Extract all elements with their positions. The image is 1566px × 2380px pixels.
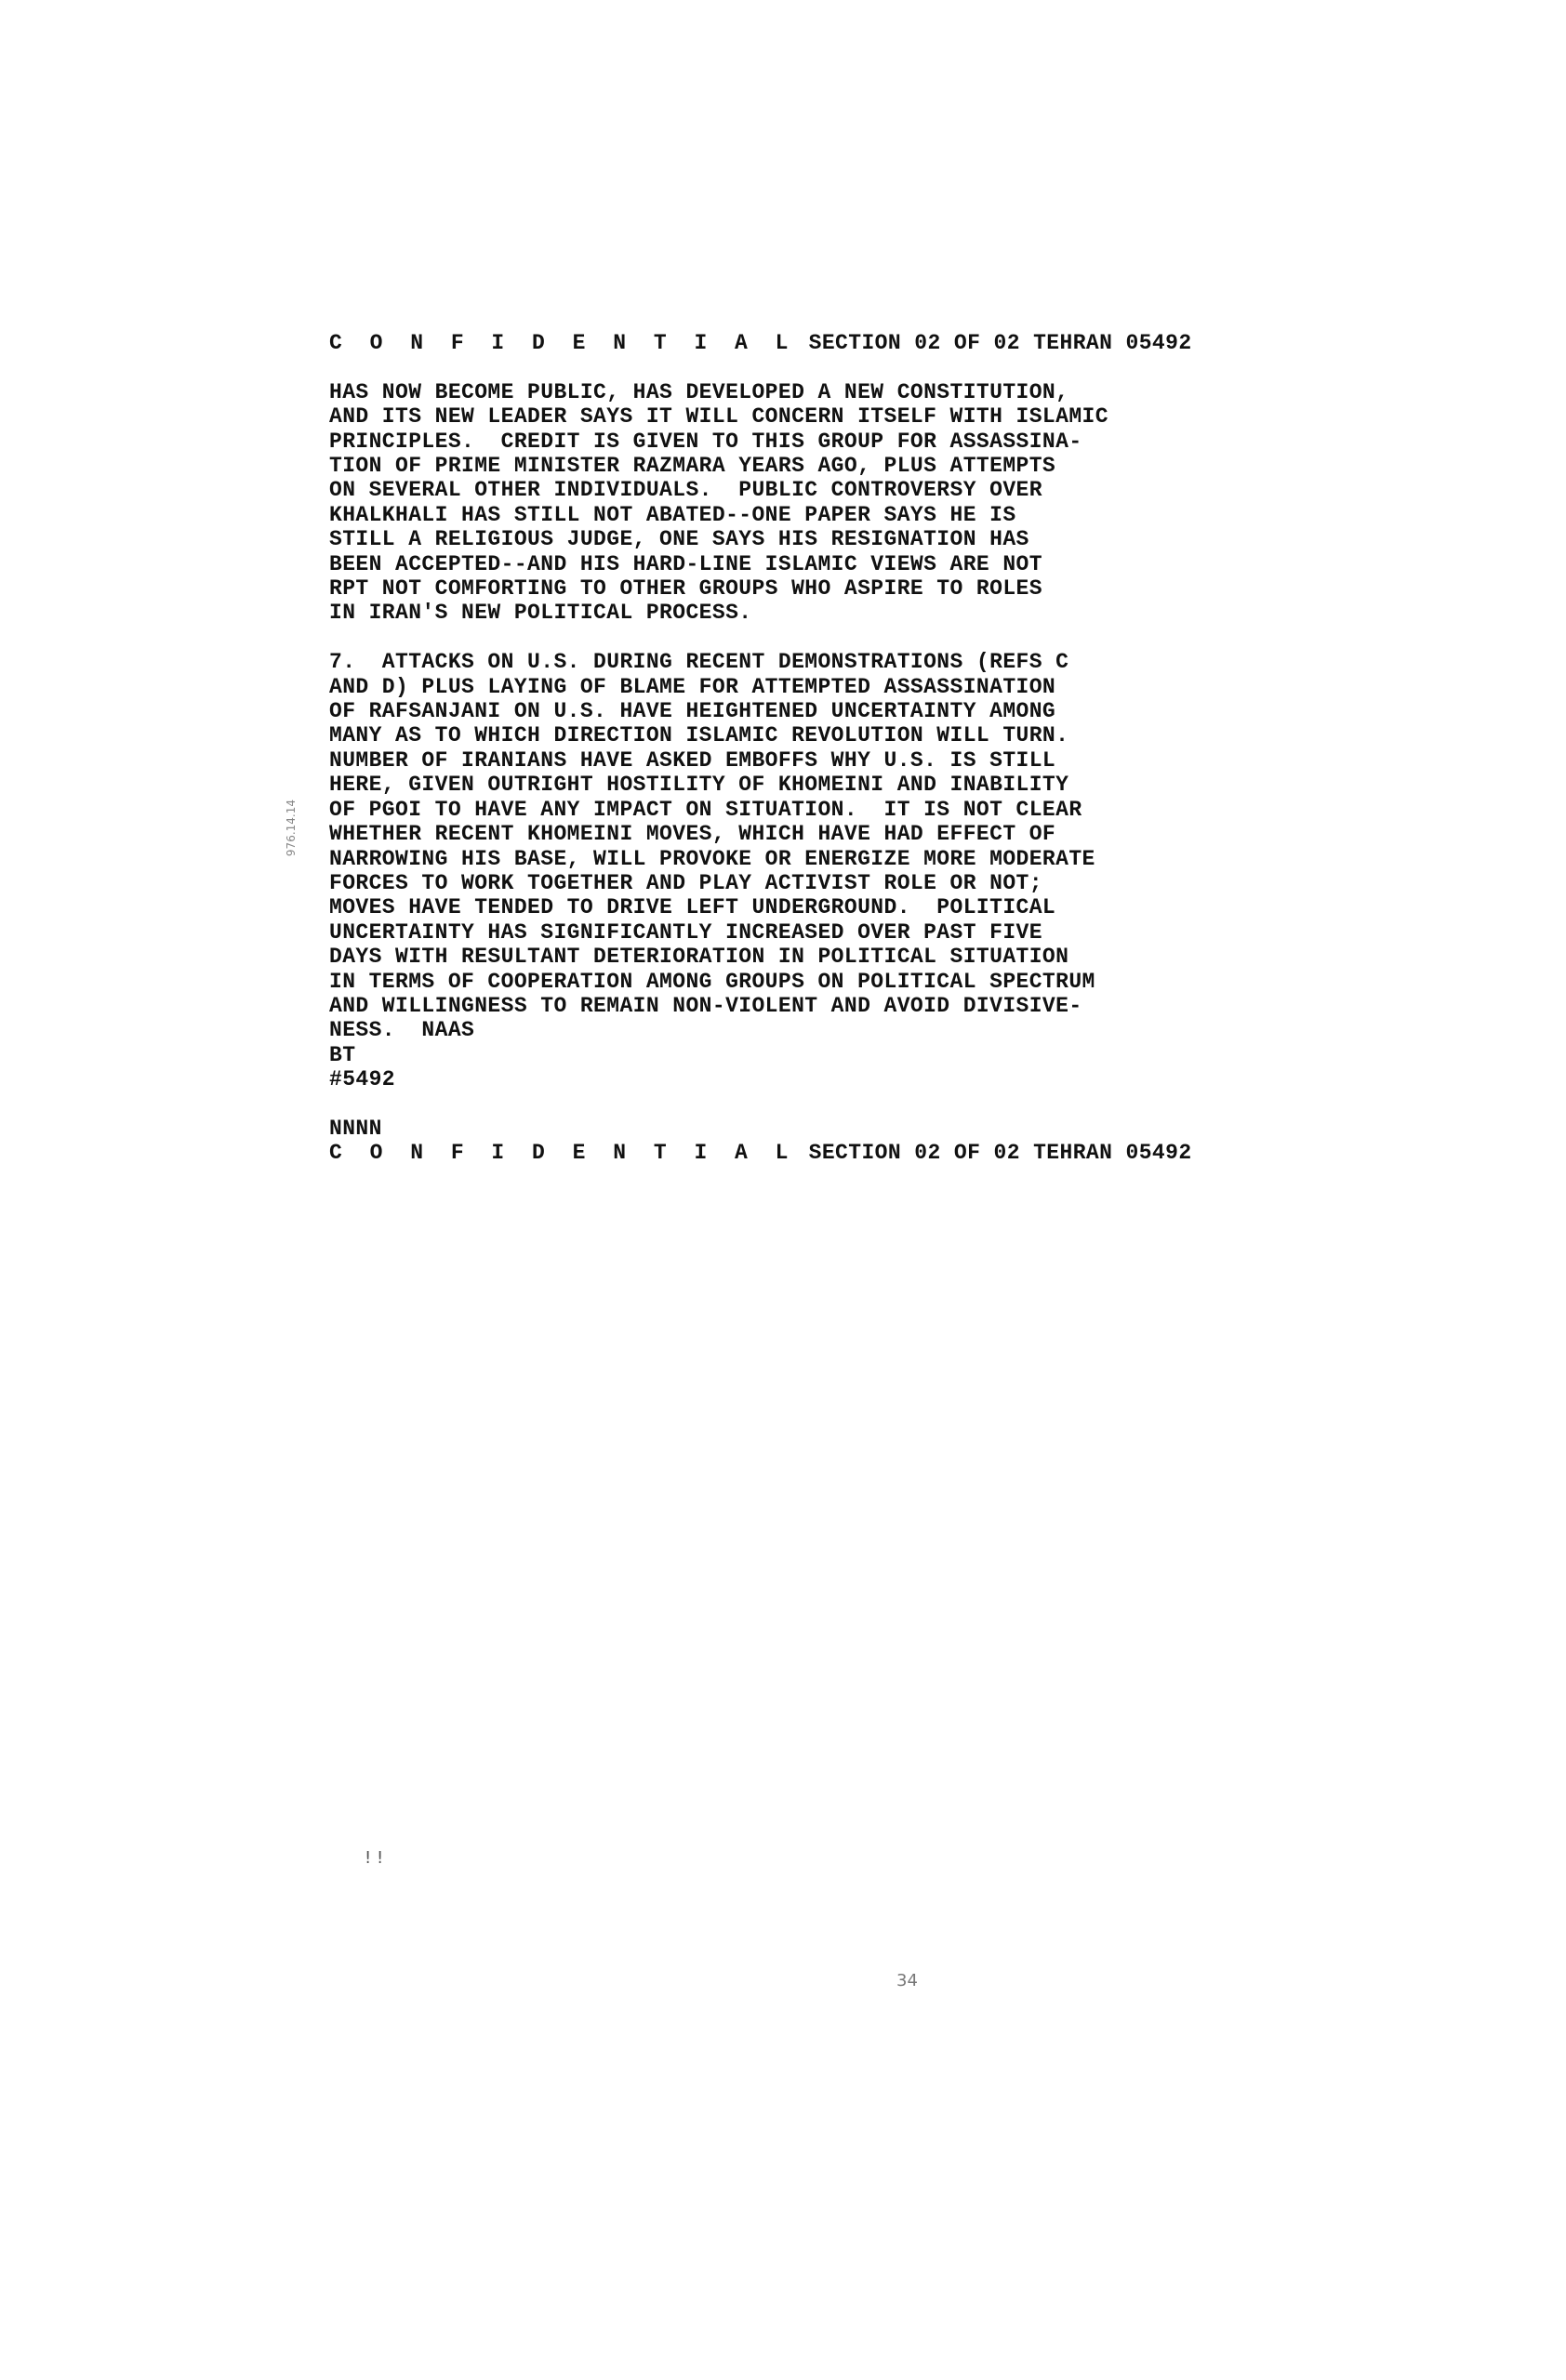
message-number: #5492 [329, 1067, 396, 1092]
text-line: WHETHER RECENT KHOMEINI MOVES, WHICH HAVE HAD EFFECT OF [329, 822, 1056, 847]
header-line [329, 331, 1268, 355]
text-line: IN IRAN'S NEW POLITICAL PROCESS. [329, 601, 752, 626]
margin-note: 976.14.14 [285, 800, 298, 857]
header-section-ref: SECTION 02 OF 02 TEHRAN 05492 [808, 331, 1192, 355]
cable-body [329, 331, 1268, 1166]
spacer [329, 626, 1268, 650]
text-line: AND D) PLUS LAYING OF BLAME FOR ATTEMPTED ASSASSINATION [329, 674, 1056, 699]
footer-line [329, 1141, 1268, 1165]
bt-marker: BT [329, 1042, 356, 1067]
text-line: NESS. NAAS [329, 1018, 475, 1043]
footer-classification: C O N F I D E N T I A L [329, 1141, 796, 1166]
text-line: HERE, GIVEN OUTRIGHT HOSTILITY OF KHOMEINI AND INABILITY [329, 773, 1069, 798]
page-number: 34 [896, 1971, 918, 1990]
text-line: MANY AS TO WHICH DIRECTION ISLAMIC REVOLUTION WILL TURN. [329, 723, 1069, 748]
text-line: PRINCIPLES. CREDIT IS GIVEN TO THIS GROUP FOR ASSASSINA- [329, 429, 1082, 454]
end-marker: NNNN [329, 1116, 382, 1141]
text-line: OF RAFSANJANI ON U.S. HAVE HEIGHTENED UNCERTAINTY AMONG [329, 699, 1056, 724]
text-line: 7. ATTACKS ON U.S. DURING RECENT DEMONSTRATIONS (REFS C [329, 650, 1069, 675]
text-line: OF PGOI TO HAVE ANY IMPACT ON SITUATION. IT IS NOT CLEAR [329, 797, 1082, 822]
text-line: AND ITS NEW LEADER SAYS IT WILL CONCERN ITSELF WITH ISLAMIC [329, 404, 1108, 430]
text-line: KHALKHALI HAS STILL NOT ABATED--ONE PAPER SAYS HE IS [329, 502, 1016, 527]
spacer [329, 355, 1268, 379]
text-line: UNCERTAINTY HAS SIGNIFICANTLY INCREASED OVER PAST FIVE [329, 919, 1042, 945]
spacer [329, 1092, 1268, 1117]
text-line: ON SEVERAL OTHER INDIVIDUALS. PUBLIC CONTROVERSY OVER [329, 478, 1042, 503]
text-line: NARROWING HIS BASE, WILL PROVOKE OR ENERGIZE MORE MODERATE [329, 846, 1095, 871]
text-line: AND WILLINGNESS TO REMAIN NON-VIOLENT AND AVOID DIVISIVE- [329, 993, 1082, 1018]
paragraph-continued [329, 380, 1268, 626]
text-line: FORCES TO WORK TOGETHER AND PLAY ACTIVIST ROLE OR NOT; [329, 870, 1042, 895]
text-line: IN TERMS OF COOPERATION AMONG GROUPS ON POLITICAL SPECTRUM [329, 969, 1095, 994]
text-line: NUMBER OF IRANIANS HAVE ASKED EMBOFFS WHY U.S. IS STILL [329, 747, 1056, 773]
text-line: BEEN ACCEPTED--AND HIS HARD-LINE ISLAMIC VIEWS ARE NOT [329, 551, 1042, 576]
text-line: HAS NOW BECOME PUBLIC, HAS DEVELOPED A NEW CONSTITUTION, [329, 379, 1069, 404]
handwritten-marks: ! ! [365, 1848, 384, 1868]
text-line: DAYS WITH RESULTANT DETERIORATION IN POLITICAL SITUATION [329, 945, 1069, 970]
text-line: RPT NOT COMFORTING TO OTHER GROUPS WHO ASPIRE TO ROLES [329, 576, 1042, 602]
footer-section-ref: SECTION 02 OF 02 TEHRAN 05492 [808, 1141, 1192, 1166]
text-line: MOVES HAVE TENDED TO DRIVE LEFT UNDERGROUND. POLITICAL [329, 895, 1056, 920]
paragraph-7 [329, 650, 1268, 1043]
text-line: TION OF PRIME MINISTER RAZMARA YEARS AGO, PLUS ATTEMPTS [329, 454, 1056, 479]
text-line: STILL A RELIGIOUS JUDGE, ONE SAYS HIS RESIGNATION HAS [329, 527, 1029, 552]
header-classification: C O N F I D E N T I A L [329, 331, 796, 355]
